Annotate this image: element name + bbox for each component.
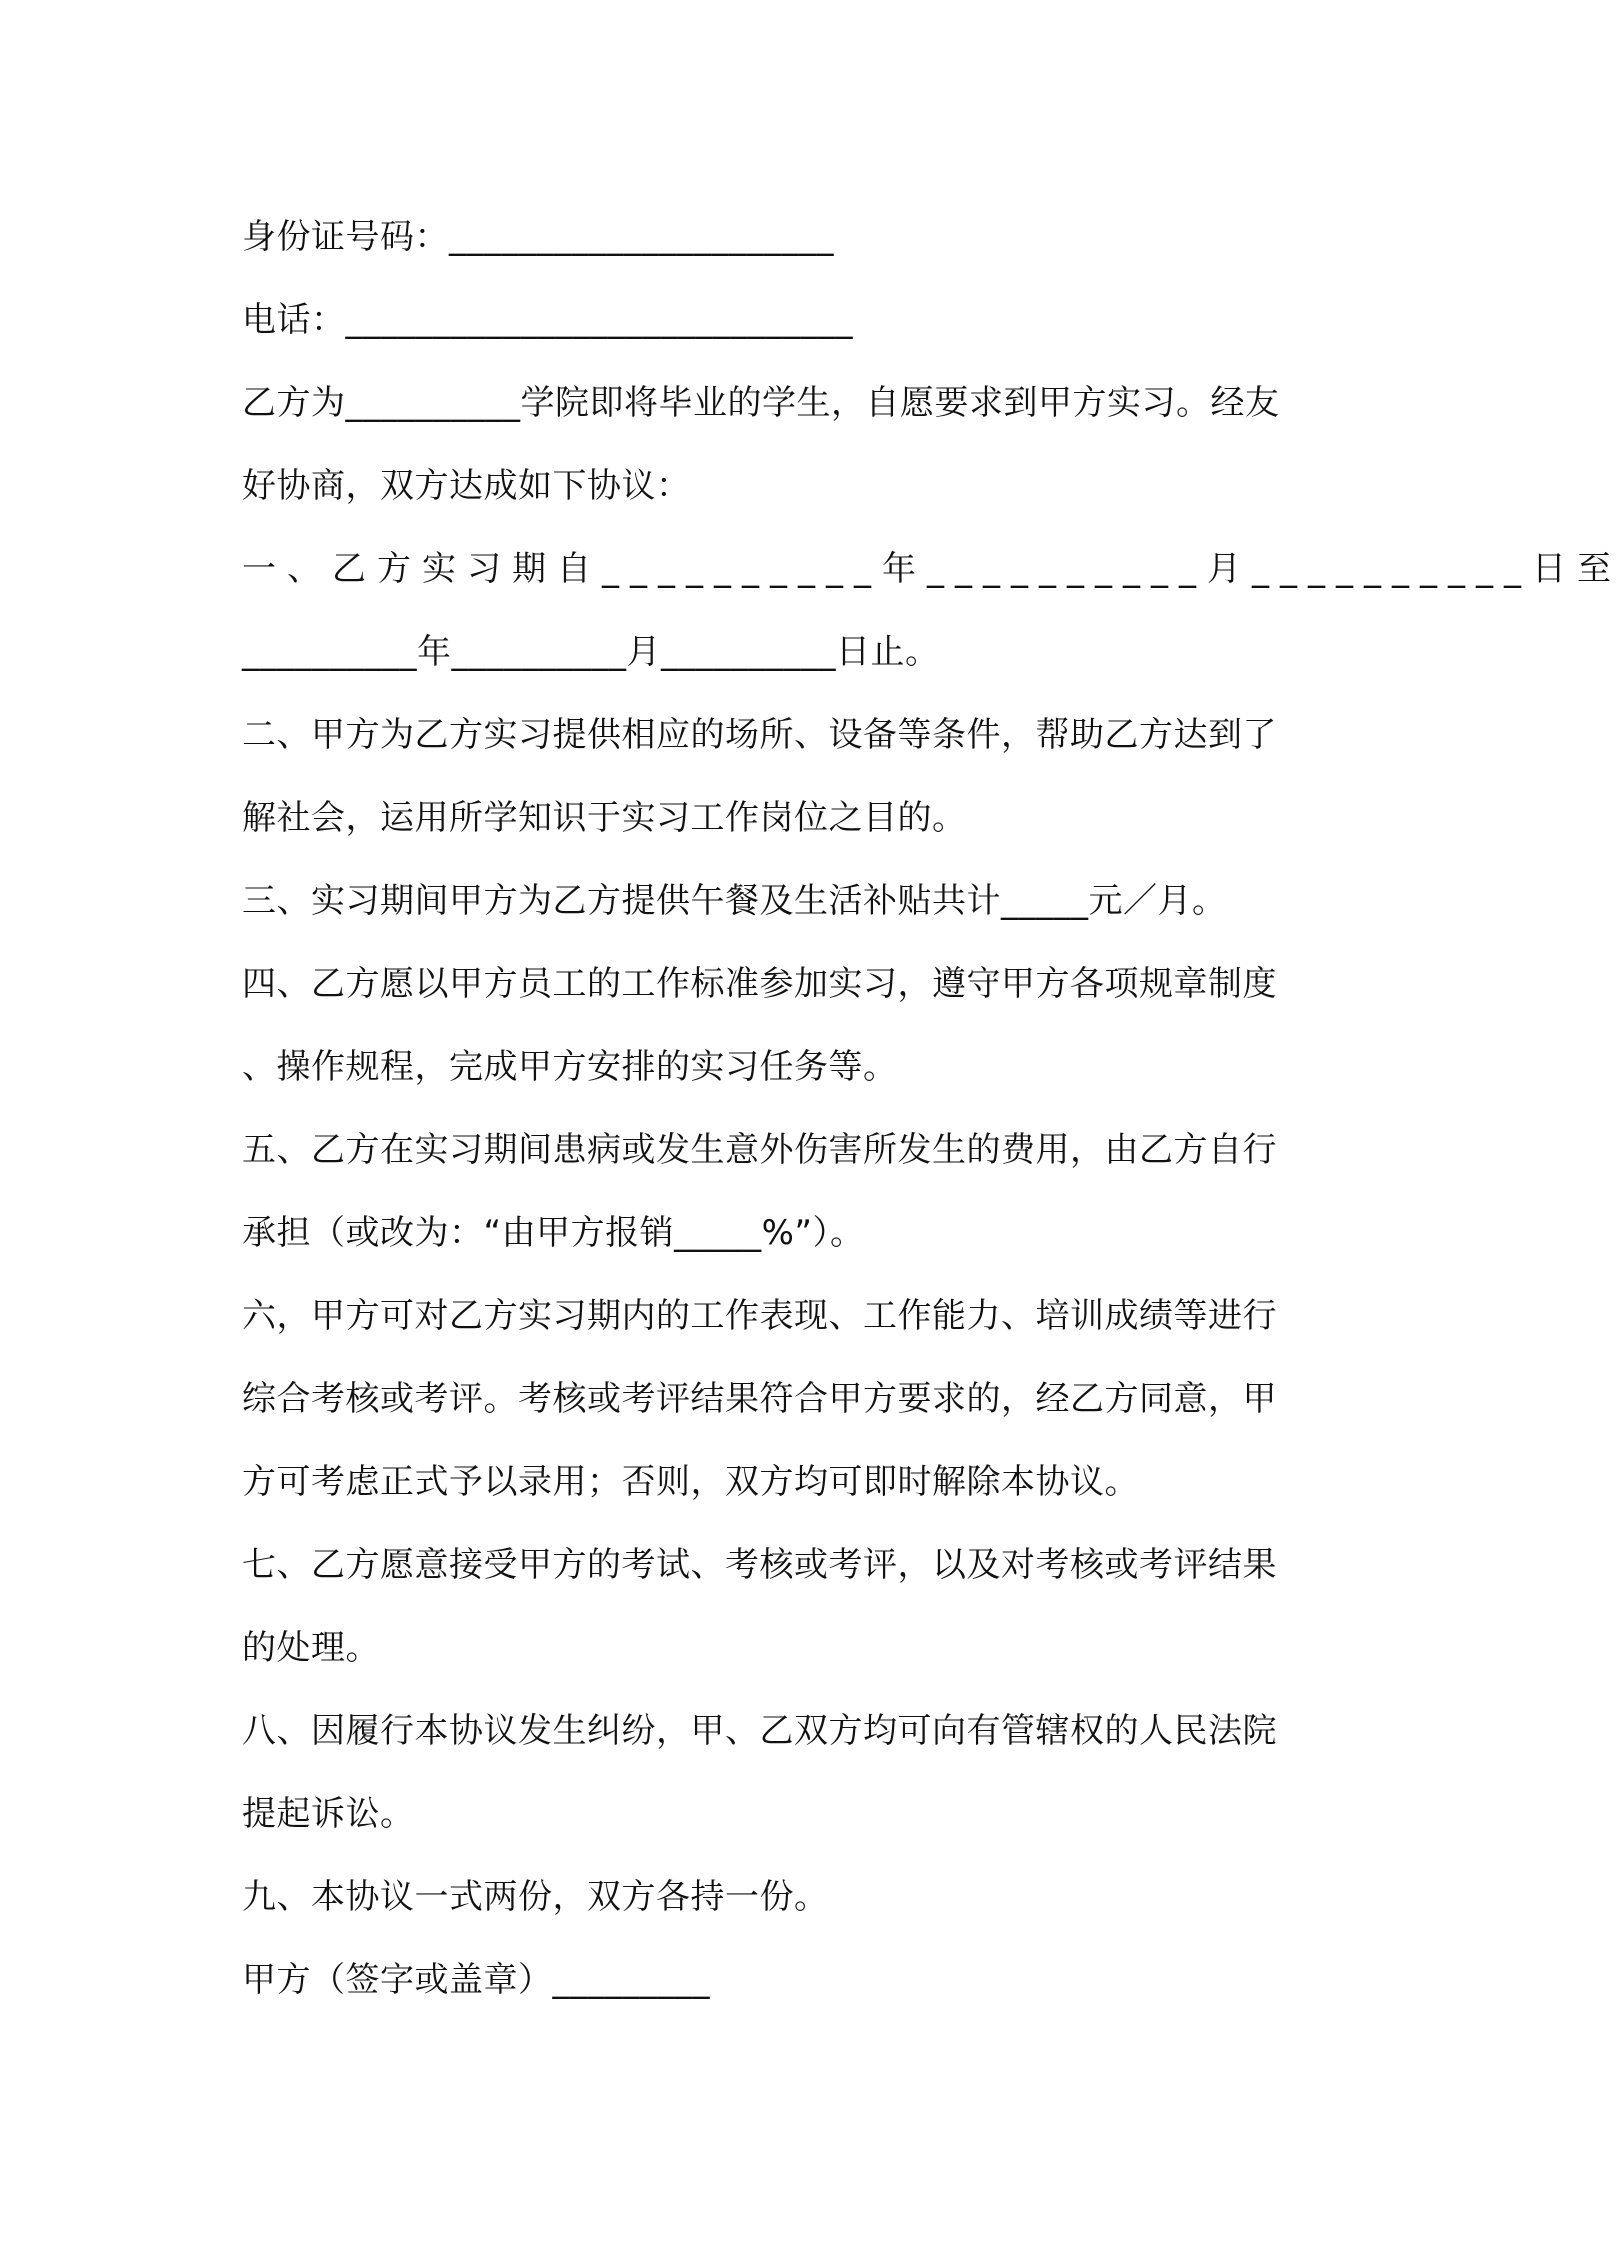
clause-7-line-1: 七、乙方愿意接受甲方的考试、考核或考评，以及对考核或考评结果	[242, 1545, 1277, 1585]
clause-1-line-1: 一、乙方实习期自__________年__________月__________日至	[242, 549, 1622, 589]
clause-4-line-1: 四、乙方愿以甲方员工的工作标准参加实习，遵守甲方各项规章制度	[242, 964, 1277, 1004]
clause-8-line-1: 八、因履行本协议发生纠纷，甲、乙双方均可向有管辖权的人民法院	[242, 1711, 1277, 1751]
clause-2-line-2: 解社会，运用所学知识于实习工作岗位之目的。	[242, 798, 967, 838]
clause-8-line-2: 提起诉讼。	[242, 1794, 415, 1834]
phone-line: 电话：_____________________________	[242, 300, 853, 340]
clause-9-line-1: 九、本协议一式两份，双方各持一份。	[242, 1877, 829, 1917]
document-body	[242, 196, 1622, 2022]
paragraph-intro-line-2: 好协商，双方达成如下协议：	[242, 466, 691, 506]
clause-5-line-2: 承担（或改为：“由甲方报销_____%”）。	[242, 1213, 865, 1253]
clause-3-line-1: 三、实习期间甲方为乙方提供午餐及生活补贴共计_____元／月。	[242, 881, 1227, 921]
clause-1-line-2: __________年__________月__________日止。	[242, 632, 940, 672]
clause-7-line-2: 的处理。	[242, 1628, 380, 1668]
party-a-signature-line: 甲方（签字或盖章）_________	[242, 1960, 710, 2000]
clause-5-line-1: 五、乙方在实习期间患病或发生意外伤害所发生的费用，由乙方自行	[242, 1130, 1277, 1170]
clause-4-line-2: 、操作规程，完成甲方安排的实习任务等。	[242, 1047, 898, 1087]
clause-6-line-2: 综合考核或考评。考核或考评结果符合甲方要求的，经乙方同意，甲	[242, 1379, 1277, 1419]
clause-6-line-3: 方可考虑正式予以录用；否则，双方均可即时解除本协议。	[242, 1462, 1139, 1502]
paragraph-intro-line-1: 乙方为__________学院即将毕业的学生，自愿要求到甲方实习。经友	[242, 383, 1280, 423]
clause-2-line-1: 二、甲方为乙方实习提供相应的场所、设备等条件，帮助乙方达到了	[242, 715, 1277, 755]
id-number-line: 身份证号码：______________________	[242, 217, 834, 257]
clause-6-line-1: 六，甲方可对乙方实习期内的工作表现、工作能力、培训成绩等进行	[242, 1296, 1277, 1336]
